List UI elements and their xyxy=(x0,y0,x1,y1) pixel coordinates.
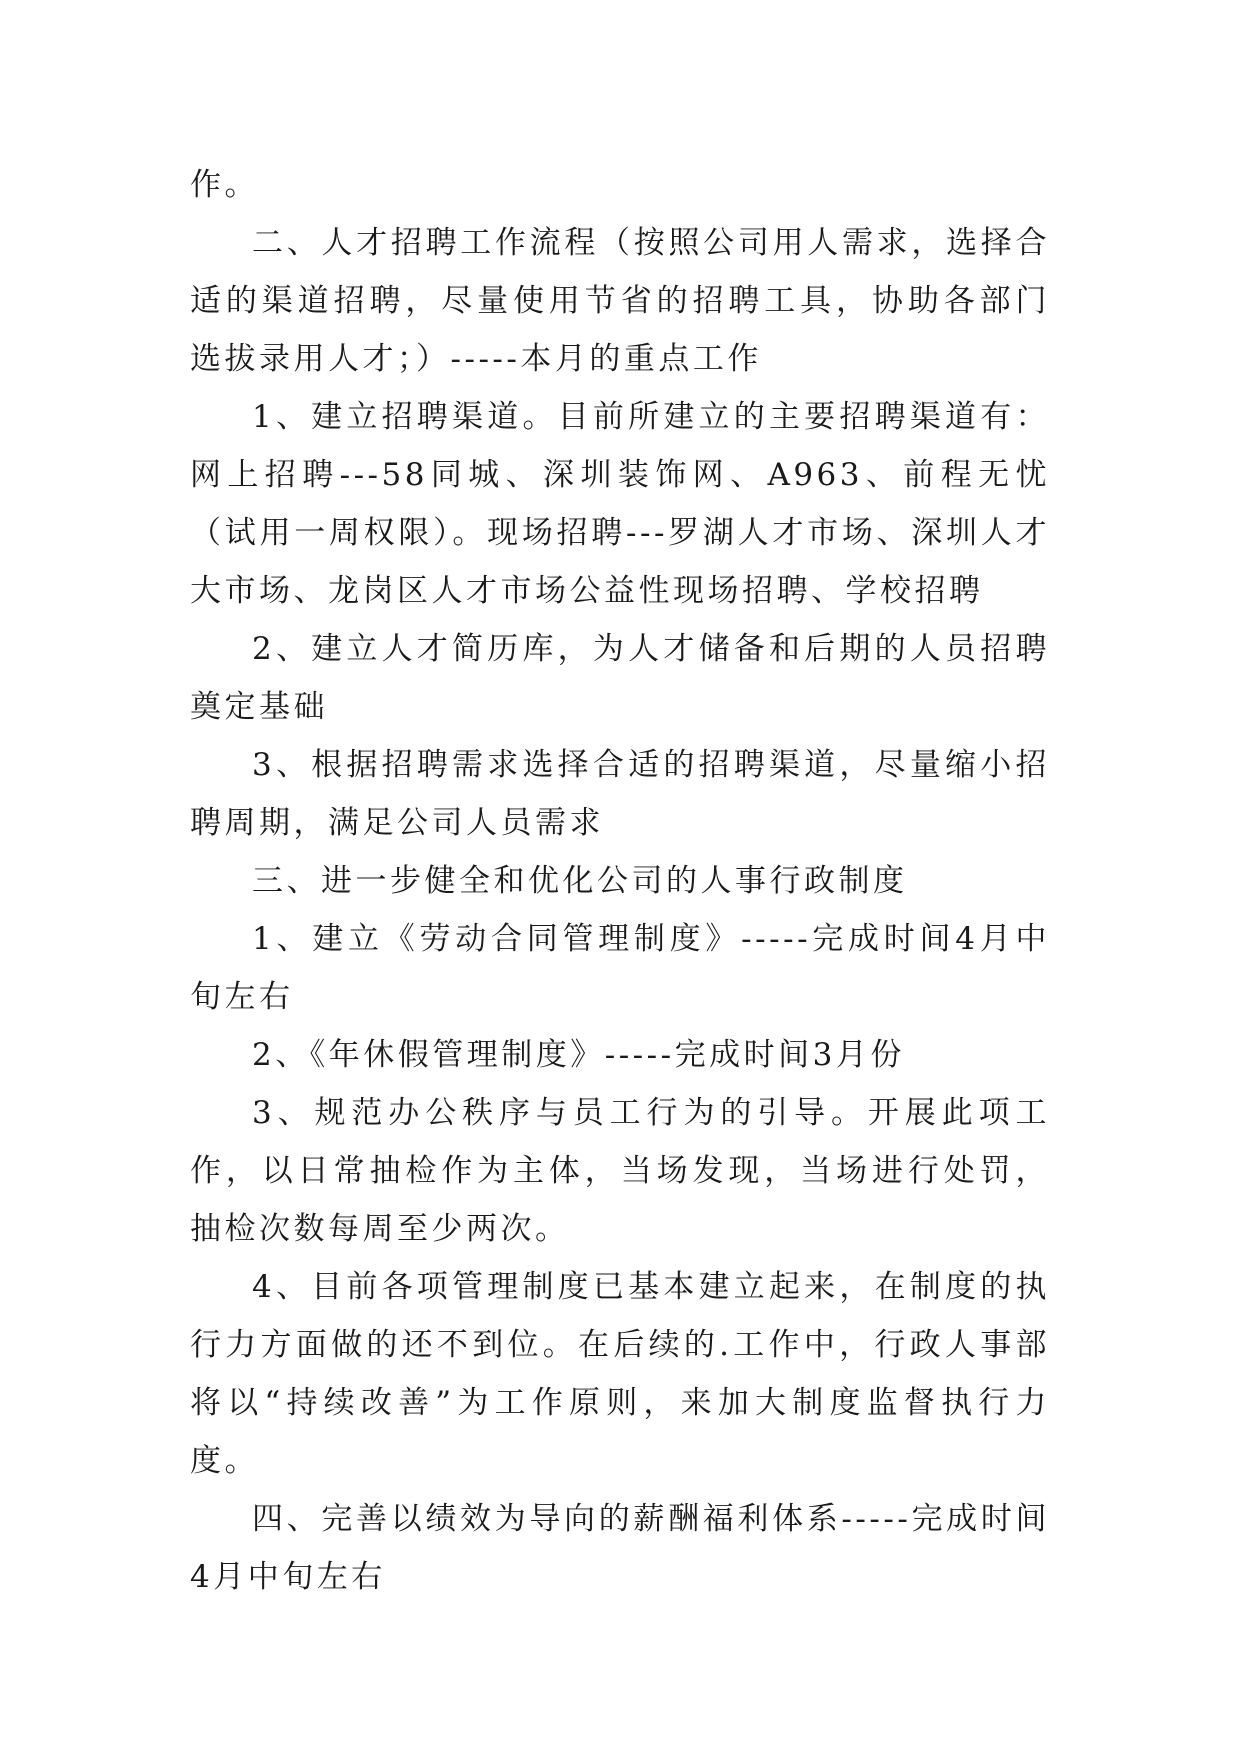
paragraph-item-2-1: 1、建立招聘渠道。目前所建立的主要招聘渠道有：网上招聘---58同城、深圳装饰网、A963、前程无忧（试用一周权限）。现场招聘---罗湖人才市场、深圳人才大市场、龙岗区人才市场公益性现场招聘、学校招聘 xyxy=(190,399,1050,609)
paragraph-item-3-3: 3、规范办公秩序与员工行为的引导。开展此项工作，以日常抽检作为主体，当场发现，当场进行处罚，抽检次数每周至少两次。 xyxy=(190,1095,1050,1247)
paragraph-item-3-1: 1、建立《劳动合同管理制度》-----完成时间4月中旬左右 xyxy=(190,921,1050,1015)
document-body xyxy=(190,156,1050,1606)
paragraph-item-3-4: 4、目前各项管理制度已基本建立起来，在制度的执行力方面做的还不到位。在后续的.工作中，行政人事部将以“持续改善”为工作原则，来加大制度监督执行力度。 xyxy=(190,1269,1050,1479)
paragraph-section-3-heading: 三、进一步健全和优化公司的人事行政制度 xyxy=(252,863,908,899)
paragraph-item-2-3: 3、根据招聘需求选择合适的招聘渠道，尽量缩小招聘周期，满足公司人员需求 xyxy=(190,747,1050,841)
paragraph-section-4-heading: 四、完善以绩效为导向的薪酬福利体系-----完成时间4月中旬左右 xyxy=(190,1501,1050,1595)
paragraph-item-3-2: 2、《年休假管理制度》-----完成时间3月份 xyxy=(252,1037,905,1073)
paragraph-continuation: 作。 xyxy=(190,167,259,203)
paragraph-section-2-heading: 二、人才招聘工作流程（按照公司用人需求，选择合适的渠道招聘，尽量使用节省的招聘工具，协助各部门选拔录用人才；）-----本月的重点工作 xyxy=(190,225,1050,377)
paragraph-item-2-2: 2、建立人才简历库，为人才储备和后期的人员招聘奠定基础 xyxy=(190,631,1050,725)
